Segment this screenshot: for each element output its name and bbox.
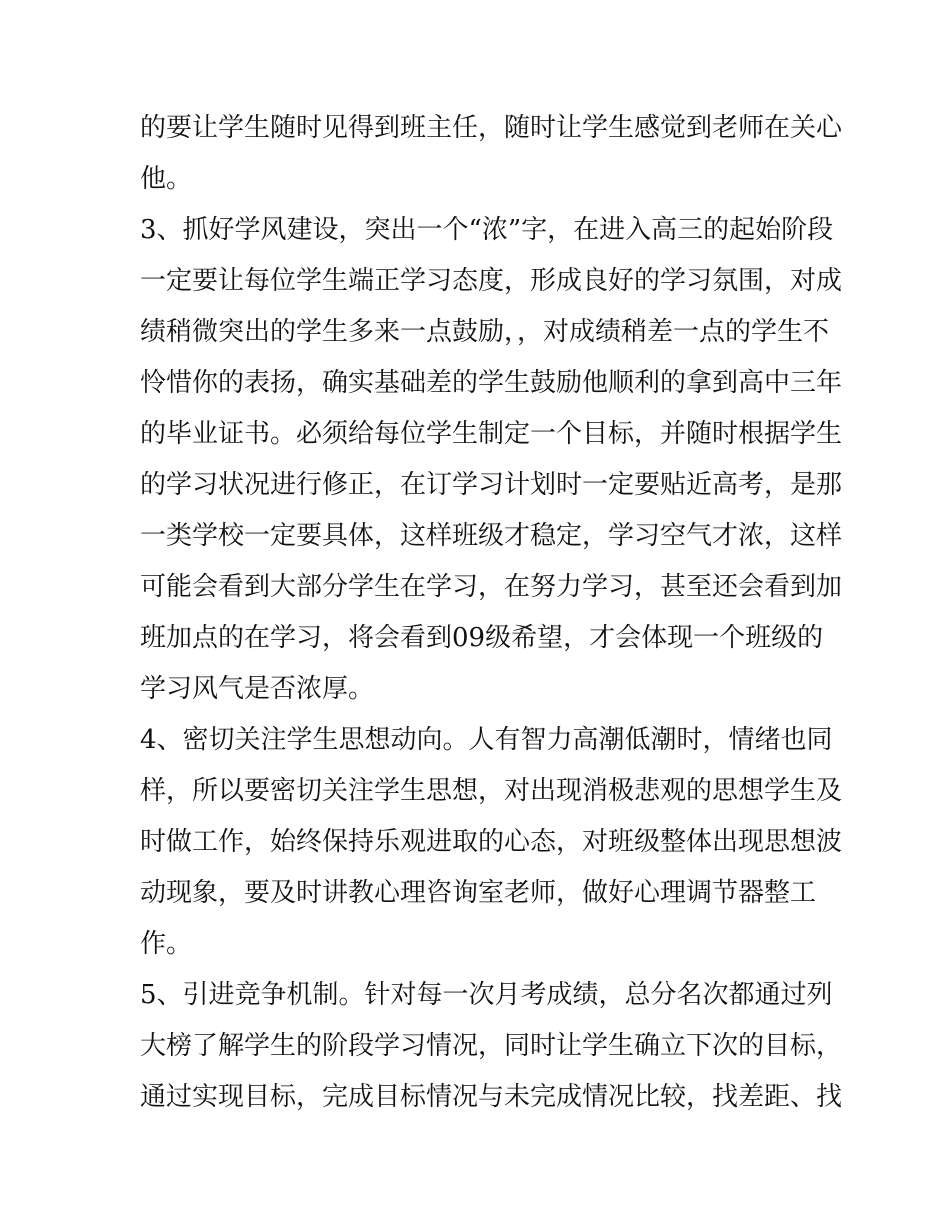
- text-line: 动现象，要及时讲教心理咨询室老师，做好心理调节器整工: [140, 878, 817, 908]
- text-line: 作。: [140, 929, 193, 959]
- text-line: 3、抓好学风建设，突出一个“浓”字，在进入高三的起始阶段: [140, 215, 834, 245]
- text-line: 的要让学生随时见得到班主任，随时让学生感觉到老师在关心: [140, 113, 843, 143]
- text-line: 班加点的在学习，将会看到09级希望，才会体现一个班级的: [140, 623, 824, 653]
- text-line: 时做工作，始终保持乐观进取的心态，对班级整体出现思想波: [140, 827, 843, 857]
- text-line: 大榜了解学生的阶段学习情况，同时让学生确立下次的目标，: [140, 1031, 843, 1061]
- text-line: 一类学校一定要具体，这样班级才稳定，学习空气才浓，这样: [140, 521, 843, 551]
- text-line: 的学习状况进行修正，在订学习计划时一定要贴近高考，是那: [140, 470, 843, 500]
- text-line: 的毕业证书。必须给每位学生制定一个目标，并随时根据学生: [140, 419, 843, 449]
- text-line: 学习风气是否浓厚。: [140, 674, 375, 704]
- text-line: 一定要让每位学生端正学习态度，形成良好的学习氛围，对成: [140, 266, 843, 296]
- text-line: 样，所以要密切关注学生思想，对出现消极悲观的思想学生及: [140, 776, 843, 806]
- text-line: 通过实现目标，完成目标情况与未完成情况比较，找差距、找: [140, 1082, 843, 1112]
- text-line: 怜惜你的表扬，确实基础差的学生鼓励他顺利的拿到高中三年: [140, 368, 843, 398]
- text-line: 5、引进竞争机制。针对每一次月考成绩，总分名次都通过列: [140, 980, 833, 1010]
- text-line: 可能会看到大部分学生在学习，在努力学习，甚至还会看到加: [140, 572, 843, 602]
- text-line: 绩稍微突出的学生多来一点鼓励，，对成绩稍差一点的学生不: [140, 317, 830, 347]
- text-line: 4、密切关注学生思想动向。人有智力高潮低潮时，情绪也同: [140, 725, 833, 755]
- text-line: 他。: [140, 164, 193, 194]
